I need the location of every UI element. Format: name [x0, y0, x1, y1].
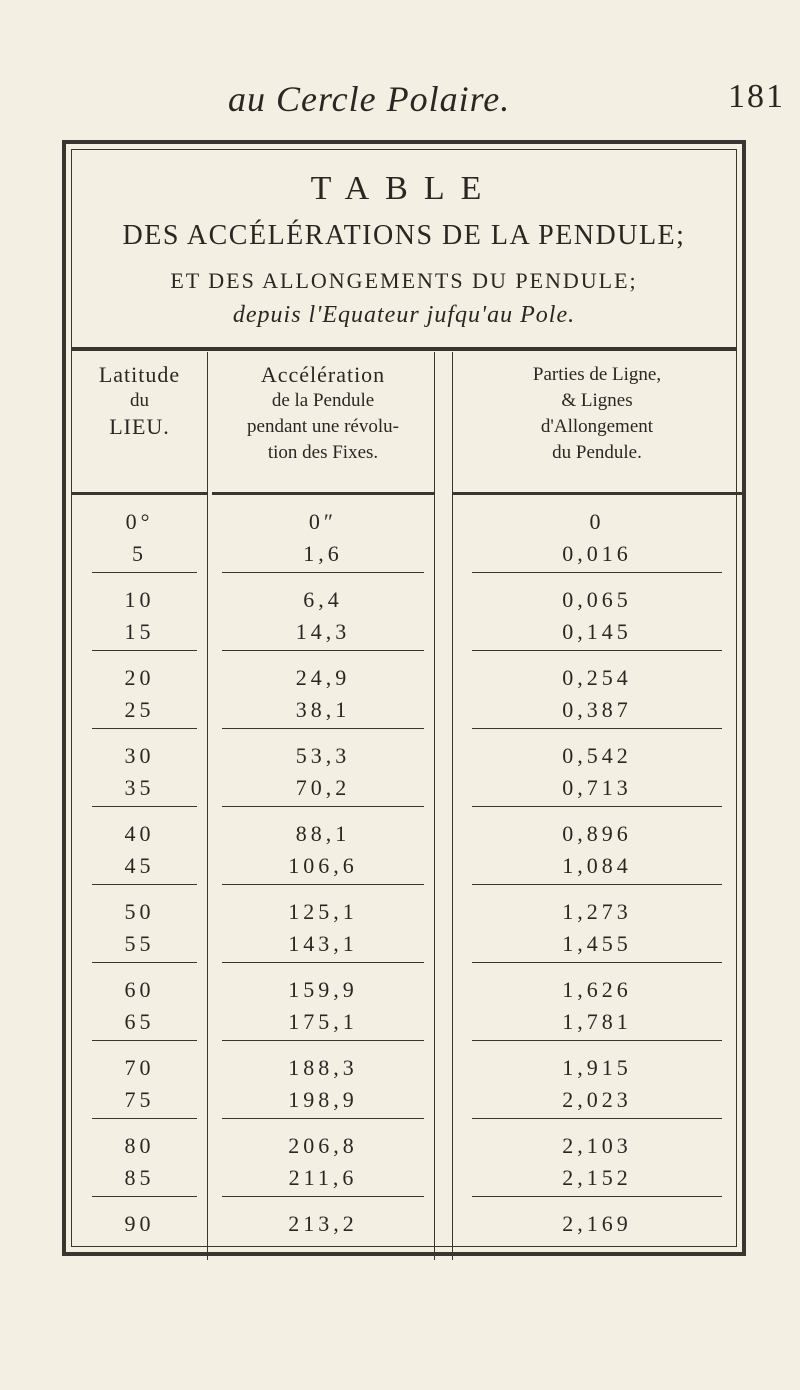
table-cell-len: 1,455: [562, 931, 632, 956]
table-cell-acc: 206,8: [288, 1133, 358, 1158]
header-latitude-line2: du: [130, 390, 149, 411]
table-cell-acc: 159,9: [288, 977, 358, 1002]
row-rule: [92, 806, 197, 807]
row-rule: [222, 962, 424, 963]
row-rule: [92, 1118, 197, 1119]
table-cell-lat: 60: [124, 977, 155, 1002]
row-rule: [472, 1040, 722, 1041]
header-allongement-line2: & Lignes: [561, 390, 633, 411]
table-cell-len: 2,103: [562, 1133, 632, 1158]
row-rule: [472, 1118, 722, 1119]
table-cell-len: 0,713: [562, 775, 632, 800]
table-frame-inner: [71, 149, 737, 1247]
table-cell-lat: 50: [124, 899, 155, 924]
row-rule: [222, 1118, 424, 1119]
table-cell-lat: 5: [132, 541, 147, 566]
table-cell-lat: 10: [124, 587, 155, 612]
header-allongement-line3: d'Allongement: [540, 416, 654, 437]
header-rule: [212, 492, 434, 495]
table-cell-acc: 53,3: [295, 743, 351, 768]
table-cell-len: 0,542: [562, 743, 632, 768]
table-cell-len: 0,254: [562, 665, 632, 690]
table-cell-lat: 45: [124, 853, 155, 878]
table-cell-acc: 125,1: [288, 899, 358, 924]
table-frame: [62, 140, 746, 1256]
table-cell-len: 0,387: [562, 697, 632, 722]
table-cell-lat: 30: [124, 743, 155, 768]
table-cell-len: 1,781: [562, 1009, 632, 1034]
row-rule: [472, 728, 722, 729]
header-rule: [72, 492, 207, 495]
table-cell-lat: 75: [124, 1087, 155, 1112]
table-cell-lat: 85: [124, 1165, 155, 1190]
row-rule: [472, 806, 722, 807]
table-cell-len: 2,169: [562, 1211, 632, 1236]
row-rule: [222, 728, 424, 729]
page-number: 181: [728, 78, 785, 115]
header-acceleration-line2: de la Pendule: [271, 390, 375, 411]
table-cell-len: 1,084: [562, 853, 632, 878]
table-cell-acc: 175,1: [288, 1009, 358, 1034]
table-cell-acc: 106,6: [288, 853, 358, 878]
row-rule: [472, 962, 722, 963]
row-rule: [92, 728, 197, 729]
header-acceleration-line3: pendant une révolu-: [247, 416, 399, 437]
table-subtitle-range: depuis l'Equateur jufqu'au Pole.: [232, 302, 576, 328]
table-cell-len: 2,023: [562, 1087, 632, 1112]
row-rule: [92, 962, 197, 963]
table-cell-acc: 38,1: [295, 697, 351, 722]
table-cell-acc: 14,3: [295, 619, 351, 644]
header-latitude-line1: Latitude: [98, 362, 181, 387]
table-cell-len: 0: [589, 509, 605, 534]
header-allongement-line1: Parties de Ligne,: [532, 364, 662, 385]
table-cell-acc: 211,6: [288, 1165, 358, 1190]
header-acceleration-line4: tion des Fixes.: [267, 442, 379, 463]
table-cell-lat: 55: [124, 931, 155, 956]
table-cell-lat: 65: [124, 1009, 155, 1034]
table-cell-acc: 88,1: [295, 821, 351, 846]
table-cell-acc: 6,4: [303, 587, 343, 612]
header-latitude: [72, 362, 207, 440]
header-rule: [452, 492, 744, 495]
table-cell-len: 0,065: [562, 587, 632, 612]
row-rule: [222, 1196, 424, 1197]
table-subtitle-allongements: ET DES ALLONGEMENTS DU PENDULE;: [170, 268, 638, 293]
column-divider: [434, 352, 435, 1260]
column-divider: [452, 352, 453, 1260]
header-acceleration-line1: Accélération: [260, 362, 386, 387]
table-cell-acc: 143,1: [288, 931, 358, 956]
running-head: [0, 78, 800, 128]
row-rule: [472, 884, 722, 885]
row-rule: [222, 572, 424, 573]
row-rule: [92, 572, 197, 573]
table-cell-lat: 15: [124, 619, 155, 644]
table-cell-lat: 25: [124, 697, 155, 722]
table-cell-acc: 1,6: [303, 541, 343, 566]
table-cell-acc: 188,3: [288, 1055, 358, 1080]
table-cell-acc: 0″: [308, 509, 338, 534]
row-rule: [222, 1040, 424, 1041]
running-title: au Cercle Polaire.: [228, 79, 511, 119]
table-title-block: [72, 150, 736, 345]
row-rule: [222, 650, 424, 651]
title-rule: [72, 347, 736, 351]
table-cell-acc: 198,9: [288, 1087, 358, 1112]
table-cell-len: 2,152: [562, 1165, 632, 1190]
table-cell-lat: 20: [124, 665, 155, 690]
row-rule: [92, 1196, 197, 1197]
table-cell-len: 0,016: [562, 541, 632, 566]
table-cell-lat: 40: [124, 821, 155, 846]
row-rule: [472, 572, 722, 573]
column-divider: [207, 352, 208, 1260]
row-rule: [472, 650, 722, 651]
row-rule: [92, 884, 197, 885]
header-allongement: [452, 362, 742, 466]
table-cell-len: 1,915: [562, 1055, 632, 1080]
table-cell-acc: 213,2: [288, 1211, 358, 1236]
table-cell-len: 0,145: [562, 619, 632, 644]
table-cell-acc: 70,2: [295, 775, 351, 800]
row-rule: [92, 650, 197, 651]
table-cell-lat: 90: [124, 1211, 155, 1236]
table-cell-lat: 70: [124, 1055, 155, 1080]
row-rule: [92, 1040, 197, 1041]
table-cell-len: 0,896: [562, 821, 632, 846]
row-rule: [222, 806, 424, 807]
table-cell-acc: 24,9: [295, 665, 351, 690]
header-allongement-line4: du Pendule.: [552, 442, 642, 463]
table-cell-lat: 35: [124, 775, 155, 800]
table-cell-len: 1,273: [562, 899, 632, 924]
table-cell-lat: 0°: [125, 509, 154, 534]
header-latitude-line3: LIEU.: [109, 414, 170, 439]
header-acceleration: [212, 362, 434, 466]
table-title: TABLE: [310, 170, 498, 207]
row-rule: [472, 1196, 722, 1197]
table-cell-len: 1,626: [562, 977, 632, 1002]
table-subtitle-accelerations: DES ACCÉLÉRATIONS DE LA PENDULE;: [122, 220, 686, 251]
table-cell-lat: 80: [124, 1133, 155, 1158]
row-rule: [222, 884, 424, 885]
